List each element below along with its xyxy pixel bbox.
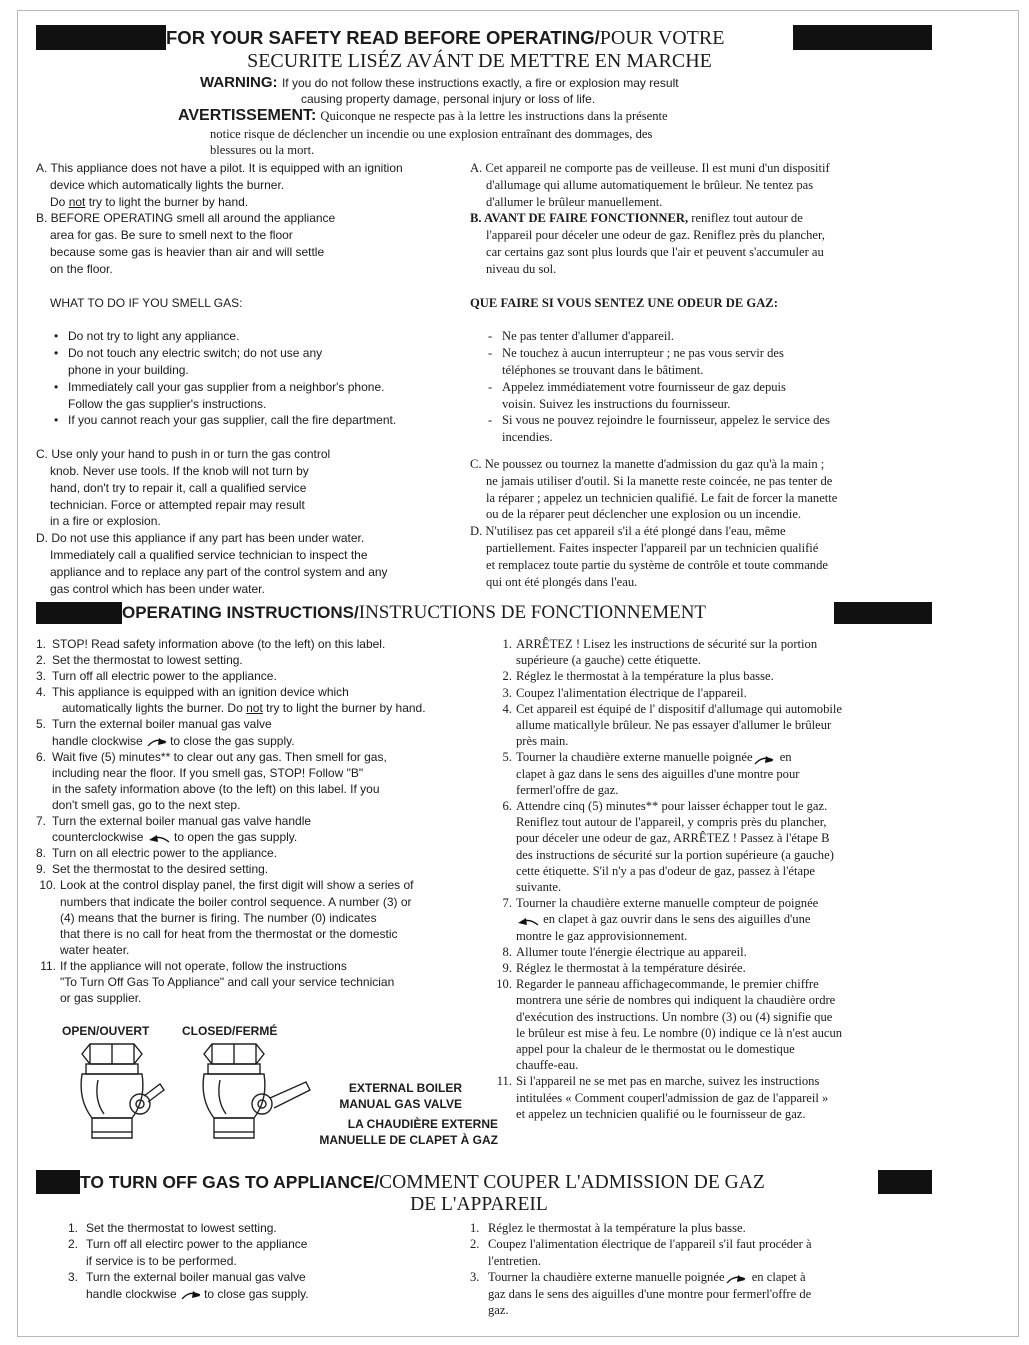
safety-fr-d1: D. N'utilisez pas cet appareil s'il a été plongé dans l'eau, même xyxy=(470,524,786,539)
clockwise-arrow-icon xyxy=(725,1272,749,1284)
step-text: including near the floor. If you smell gas, STOP! Follow "B" xyxy=(52,765,364,780)
warning-block xyxy=(200,74,800,107)
step-text: Allumer toute l'énergie électrique au appareil. xyxy=(516,944,747,959)
dash-icon: - xyxy=(488,379,493,394)
safety-en-column xyxy=(36,160,466,597)
list-item xyxy=(492,960,932,976)
bullet-text: Immediately call your gas supplier from a neighbor's phone. xyxy=(68,379,385,394)
list-item xyxy=(68,1253,448,1269)
list-item xyxy=(492,1041,932,1057)
step-text: Réglez le thermostat à la température la plus basse. xyxy=(516,669,774,684)
step-number: 9. xyxy=(36,862,47,877)
step-text: Wait five (5) minutes** to clear out any gas. Then smell for gas, xyxy=(52,749,387,764)
safety-fr-c3: la réparer ; appelez un technicien qualifié. Le fait de forcer la manette xyxy=(486,490,838,505)
safety-fr-column xyxy=(470,160,932,590)
step-text: Cet appareil est équipé de l' dispositif d'allumage qui automobile xyxy=(516,701,842,716)
turn-off-fr-column xyxy=(470,1220,910,1318)
safety-header-fr-line2: SECURITE LISÉZ AVÁNT DE METTRE EN MARCHE xyxy=(247,50,712,72)
step-text: Set the thermostat to lowest setting. xyxy=(52,653,243,668)
clockwise-arrow-icon xyxy=(753,753,777,765)
step-text: fermerl'offre de gaz. xyxy=(516,782,619,797)
step-number: 2. xyxy=(502,669,512,684)
list-item xyxy=(36,877,476,893)
step-text: Turn off all electirc power to the appliance xyxy=(86,1237,308,1252)
list-item xyxy=(36,636,476,652)
bullet-text: incendies. xyxy=(502,430,553,445)
safety-fr-bullets xyxy=(470,328,932,446)
step-number: 2. xyxy=(470,1237,480,1252)
list-item xyxy=(36,781,476,797)
dash-icon: - xyxy=(488,413,493,428)
list-item xyxy=(492,701,932,717)
step-text: Coupez l'alimentation électrique de l'appareil. xyxy=(516,685,747,700)
list-item xyxy=(36,765,476,781)
list-item xyxy=(36,716,476,732)
list-item xyxy=(492,685,932,701)
step-number: 11. xyxy=(496,1074,512,1089)
open-valve-illustration xyxy=(68,1040,168,1140)
operating-header-fr: INSTRUCTIONS DE FONCTIONNEMENT xyxy=(358,602,707,623)
list-item xyxy=(492,733,932,749)
list-item xyxy=(36,668,476,684)
list-item xyxy=(492,911,932,927)
list-item xyxy=(36,797,476,813)
step-text: numbers that indicate the boiler control sequence. A number (3) or xyxy=(60,894,412,909)
operating-header-title xyxy=(122,602,834,624)
step-text: appel pour la chaleur de le thermostat ou le domestique xyxy=(516,1042,795,1057)
safety-fr-b-bold: B. AVANT DE FAIRE FONCTIONNER, xyxy=(470,211,689,226)
list-item xyxy=(492,1073,932,1089)
list-item xyxy=(36,328,466,345)
step-text: Tourner la chaudière externe manuelle poignée xyxy=(516,750,753,765)
warning-label: WARNING: xyxy=(200,74,278,91)
bullet-icon: • xyxy=(54,346,59,361)
safety-en-a3 xyxy=(36,194,466,211)
step-text: try to light the burner by hand. xyxy=(262,701,426,716)
bullet-text: Ne touchez à aucun interrupteur ; ne pas vous servir des xyxy=(502,346,784,361)
step-text: des instructions de sécurité sur la portion supérieure (a gauche) xyxy=(516,847,834,862)
step-number: 7. xyxy=(36,814,47,829)
safety-header-title xyxy=(166,25,793,50)
list-item xyxy=(470,412,932,429)
step-number: 6. xyxy=(36,749,47,764)
safety-en-c1: C. Use only your hand to push in or turn the gas control xyxy=(36,447,331,462)
bullet-text: If you cannot reach your gas supplier, call the fire department. xyxy=(68,413,397,428)
operating-fr-column xyxy=(492,636,932,1122)
step-text: Réglez le thermostat à la température désirée. xyxy=(516,961,746,976)
list-item xyxy=(492,879,932,895)
safety-en-a1: A. This appliance does not have a pilot. It is equipped with an ignition xyxy=(36,161,403,175)
list-item xyxy=(492,847,932,863)
operating-en-column xyxy=(36,636,476,1006)
list-item xyxy=(36,345,466,362)
step-text: Attendre cinq (5) minutes** pour laisser échapper tout le gaz. xyxy=(516,799,828,814)
safety-en-a3-pre: Do xyxy=(50,194,69,209)
step-number: 6. xyxy=(502,799,512,814)
turn-off-header-en: TO TURN OFF GAS TO APPLIANCE/ xyxy=(80,1172,380,1192)
list-item xyxy=(470,429,932,446)
step-number: 4. xyxy=(36,685,47,700)
step-text: Réglez le thermostat à la température la plus basse. xyxy=(488,1221,746,1235)
warning-text-1: If you do not follow these instructions exactly, a fire or explosion may result xyxy=(281,76,679,90)
list-item xyxy=(492,1009,932,1025)
list-item xyxy=(36,829,476,845)
safety-en-d4: gas control which has been under water. xyxy=(50,581,265,596)
safety-fr-c4: ou de la réparer peut déclencher une explosion ou un incendie. xyxy=(486,507,802,522)
step-text: d'exécution des instructions. Un nombre (3) ou (4) signifie que xyxy=(516,1009,833,1024)
step-text: allume maticallyle brûleur. Ne pas essayer d'allumer le brûleur xyxy=(516,718,832,733)
step-text: Turn the external boiler manual gas valve handle xyxy=(52,814,312,829)
counterclockwise-arrow-icon xyxy=(516,915,540,927)
turn-off-header-fr-line2: DE L'APPAREIL xyxy=(410,1194,548,1215)
safety-header-fr: POUR VOTRE xyxy=(599,27,725,49)
list-item xyxy=(470,1302,910,1318)
bullet-text: Do not touch any electric switch; do not use any xyxy=(68,346,323,361)
step-text: suivante. xyxy=(516,880,562,895)
step-text: automatically lights the burner. Do xyxy=(62,701,247,716)
step-text: don't smell gas, go to the next step. xyxy=(52,797,241,812)
external-valve-label-fr-1: LA CHAUDIÈRE EXTERNE xyxy=(347,1117,498,1131)
external-valve-label-fr xyxy=(288,1116,498,1148)
step-text: près main. xyxy=(516,734,569,749)
external-valve-label-en xyxy=(316,1080,462,1112)
step-text: ARRÊTEZ ! Lisez les instructions de sécurité sur la portion xyxy=(516,637,818,651)
step-text: clapet à gaz dans le sens des aiguilles d'une montre pour xyxy=(516,766,800,781)
step-text: or gas supplier. xyxy=(60,991,142,1006)
list-item xyxy=(470,1286,910,1302)
list-item xyxy=(492,749,932,765)
list-item xyxy=(36,942,476,958)
step-text: Reniflez tout autour de l'appareil, y compris près du plancher, xyxy=(516,815,827,830)
step-text: Regarder le panneau affichagecommande, le premier chiffre xyxy=(516,977,819,992)
step-text: chauffe-eau. xyxy=(516,1058,579,1073)
list-item xyxy=(492,636,932,652)
safety-en-bullets xyxy=(36,328,466,429)
bullet-text: Appelez immédiatement votre fournisseur de gaz depuis xyxy=(502,379,786,394)
list-item xyxy=(68,1236,448,1252)
step-text: STOP! Read safety information above (to the left) on this label. xyxy=(52,637,386,651)
step-number: 10. xyxy=(39,878,56,893)
list-item xyxy=(68,1269,448,1285)
bullet-text: Follow the gas supplier's instructions. xyxy=(68,396,267,411)
step-text: Turn the external boiler manual gas valve xyxy=(86,1270,306,1285)
step-number: 9. xyxy=(502,961,512,976)
list-item xyxy=(36,845,476,861)
warning-text-2: causing property damage, personal injury or loss of life. xyxy=(301,92,596,106)
list-item xyxy=(492,814,932,830)
step-text: that there is no call for heat from the thermostat or the domestic xyxy=(60,926,398,941)
safety-fr-d2: partiellement. Faites inspecter l'appareil par un technicien qualifié xyxy=(486,540,819,555)
step-text: counterclockwise xyxy=(52,830,147,845)
list-item xyxy=(36,412,466,429)
clockwise-arrow-icon xyxy=(146,735,170,747)
bullet-text: Si vous ne pouvez rejoindre le fournisseur, appelez le service des xyxy=(502,413,830,428)
list-item xyxy=(492,895,932,911)
step-text: water heater. xyxy=(60,942,130,957)
safety-fr-a3: d'allumer le brûleur manuellement. xyxy=(486,194,663,209)
list-item xyxy=(470,1236,910,1252)
safety-en-b2: area for gas. Be sure to smell next to the floor xyxy=(50,228,293,243)
list-item xyxy=(492,928,932,944)
list-item xyxy=(36,700,476,716)
list-item xyxy=(492,976,932,992)
operating-header-en: OPERATING INSTRUCTIONS/ xyxy=(122,603,359,622)
list-item xyxy=(492,1057,932,1073)
counterclockwise-arrow-icon xyxy=(147,832,171,844)
safety-fr-c2: ne jamais utiliser d'outil. Si la manette reste coincée, ne pas tenter de xyxy=(486,473,833,488)
list-item xyxy=(470,328,932,345)
step-text: Si l'appareil ne se met pas en marche, suivez les instructions xyxy=(516,1074,820,1089)
list-item xyxy=(470,362,932,379)
step-text: in the safety information above (to the left) on this label. If you xyxy=(52,781,380,796)
external-valve-label-fr-2: MANUELLE DE CLAPET À GAZ xyxy=(319,1133,498,1147)
step-number: 3. xyxy=(36,669,47,684)
step-text: en clapet à gaz ouvrir dans le sens des aiguilles d'une xyxy=(540,912,811,927)
closed-label: CLOSED/FERMÉ xyxy=(182,1024,278,1038)
clockwise-arrow-icon xyxy=(180,1288,204,1300)
step-text: to close gas supply. xyxy=(204,1286,309,1301)
list-item xyxy=(470,1253,910,1269)
avertissement-text-2: notice risque de déclencher un incendie ou une explosion entraînant des dommages, des xyxy=(210,127,653,141)
step-number: 3. xyxy=(502,685,512,700)
step-text: en xyxy=(776,750,792,765)
safety-en-b4: on the floor. xyxy=(50,261,113,276)
safety-fr-what: QUE FAIRE SI VOUS SENTEZ UNE ODEUR DE GAZ: xyxy=(470,295,778,310)
external-valve-label-en-1: EXTERNAL BOILER xyxy=(348,1081,462,1095)
safety-en-d1: D. Do not use this appliance if any part has been under water. xyxy=(36,531,365,546)
step-text: supérieure (a gauche) cette étiquette. xyxy=(516,653,701,668)
step-text: if service is to be performed. xyxy=(86,1253,237,1268)
bullet-text: téléphones se trouvant dans le bâtiment. xyxy=(502,362,704,377)
list-item xyxy=(36,379,466,396)
list-item xyxy=(36,861,476,877)
step-number: 10. xyxy=(496,977,512,992)
avertissement-text-3: blessures ou la mort. xyxy=(210,143,315,157)
step-number: 1. xyxy=(502,637,512,651)
bullet-text: phone in your building. xyxy=(68,362,189,377)
list-item xyxy=(492,652,932,668)
step-text: Turn on all electric power to the appliance. xyxy=(52,846,278,861)
list-item xyxy=(492,1090,932,1106)
safety-en-a3-underline: not xyxy=(68,194,86,209)
step-text: to close the gas supply. xyxy=(170,733,295,748)
avertissement-block xyxy=(178,106,818,158)
step-text: Look at the control display panel, the first digit will show a series of xyxy=(60,878,414,893)
safety-en-c3: hand, don't try to repair it, call a qualified service xyxy=(50,480,307,495)
safety-en-what: WHAT TO DO IF YOU SMELL GAS: xyxy=(50,295,243,310)
list-item xyxy=(36,990,476,1006)
list-item xyxy=(36,396,466,413)
list-item xyxy=(492,782,932,798)
list-item xyxy=(470,345,932,362)
step-text: "To Turn Off Gas To Appliance" and call your service technician xyxy=(60,974,395,989)
step-text: Tourner la chaudière externe manuelle poignée xyxy=(488,1270,725,1285)
list-item xyxy=(492,766,932,782)
step-number: 11. xyxy=(40,958,56,973)
list-item xyxy=(36,733,476,749)
step-number: 8. xyxy=(36,846,47,861)
step-number: 5. xyxy=(36,717,47,732)
step-text: Turn off all electric power to the appliance. xyxy=(52,669,277,684)
list-item xyxy=(36,894,476,910)
avertissement-text-1: Quiconque ne respecte pas à la lettre les instructions dans la présente xyxy=(320,109,668,123)
turn-off-en-column xyxy=(68,1220,448,1302)
step-number: 1. xyxy=(68,1221,79,1235)
list-item xyxy=(470,379,932,396)
list-item xyxy=(36,749,476,765)
safety-header-en: FOR YOUR SAFETY READ BEFORE OPERATING/ xyxy=(166,27,600,48)
list-item xyxy=(36,910,476,926)
turn-off-header-fr: COMMENT COUPER L'ADMISSION DE GAZ xyxy=(379,1172,765,1193)
step-text: Tourner la chaudière externe manuelle compteur de poignée xyxy=(516,896,819,911)
list-item xyxy=(36,974,476,990)
list-item xyxy=(36,958,476,974)
bullet-icon: • xyxy=(54,379,59,394)
step-text: montrera une série de nombres qui indiquent la chaudière ordre xyxy=(516,993,836,1008)
step-number: 8. xyxy=(502,944,512,959)
step-number: 1. xyxy=(470,1221,480,1235)
list-item xyxy=(68,1286,448,1302)
step-text: cette étiquette. S'il n'y a pas d'odeur de gaz, passez à l'étape xyxy=(516,863,815,878)
safety-en-d2: Immediately call a qualified service technician to inspect the xyxy=(50,547,368,562)
list-item xyxy=(492,798,932,814)
safety-fr-b4: niveau du sol. xyxy=(486,261,557,276)
step-text-underline: not xyxy=(246,701,263,716)
step-number: 5. xyxy=(502,750,512,765)
list-item xyxy=(36,813,476,829)
bullet-text: voisin. Suivez les instructions du fournisseur. xyxy=(502,396,731,411)
step-text: to open the gas supply. xyxy=(170,830,298,845)
safety-fr-b3: car certains gaz sont plus lourds que l'air et peuvent s'accumuler au xyxy=(486,244,824,259)
dash-icon: - xyxy=(488,346,493,361)
step-number: 1. xyxy=(36,637,47,651)
safety-en-b1: B. BEFORE OPERATING smell all around the appliance xyxy=(36,211,336,226)
list-item xyxy=(36,684,476,700)
safety-fr-b1-rest: reniflez tout autour de xyxy=(688,211,803,226)
list-item xyxy=(470,1220,910,1236)
safety-fr-b2: l'appareil pour déceler une odeur de gaz. Reniflez près du plancher, xyxy=(486,228,825,243)
step-text: Set the thermostat to lowest setting. xyxy=(86,1221,277,1235)
list-item xyxy=(470,396,932,413)
safety-fr-b1 xyxy=(470,210,932,227)
safety-fr-c1: C. Ne poussez ou tournez la manette d'admission du gaz qu'à la main ; xyxy=(470,456,825,471)
safety-en-c2: knob. Never use tools. If the knob will not turn by xyxy=(50,463,309,478)
step-text: gaz. xyxy=(488,1303,509,1318)
safety-en-a3-post: try to light the burner by hand. xyxy=(85,194,249,209)
list-item xyxy=(492,1106,932,1122)
step-text: Coupez l'alimentation électrique de l'appareil s'il faut procéder à xyxy=(488,1237,812,1252)
step-text: et appelez un technicien qualifié ou le fournisseur de gaz. xyxy=(516,1106,806,1121)
step-number: 2. xyxy=(36,653,47,668)
list-item: 3. Tourner la chaudière externe manuelle poignée en clapet à xyxy=(470,1270,806,1285)
step-number: 2. xyxy=(68,1237,79,1252)
list-item xyxy=(36,362,466,379)
list-item xyxy=(36,652,476,668)
list-item xyxy=(492,992,932,1008)
open-label: OPEN/OUVERT xyxy=(62,1024,150,1038)
safety-fr-a2: d'allumage qui allume automatiquement le brûleur. Ne tentez pas xyxy=(486,177,814,192)
step-text: le brûleur est mise à feu. Le nombre (0) indique ce là n'est aucun xyxy=(516,1025,843,1040)
step-text: Turn the external boiler manual gas valve xyxy=(52,717,272,732)
step-text: handle clockwise xyxy=(86,1286,181,1301)
turn-off-header-title xyxy=(80,1170,878,1194)
bullet-icon: • xyxy=(54,413,59,428)
step-text: (4) means that the burner is firing. The number (0) indicates xyxy=(60,910,377,925)
list-item xyxy=(492,1025,932,1041)
safety-fr-d4: qui ont été plongés dans l'eau. xyxy=(486,574,638,589)
list-item xyxy=(492,863,932,879)
safety-en-c5: in a fire or explosion. xyxy=(50,514,161,529)
avertissement-label: AVERTISSEMENT: xyxy=(178,107,317,124)
step-text: pour déceler une odeur de gaz, ARRÊTEZ ! Passez à l'étape B xyxy=(516,831,830,846)
list-item xyxy=(68,1220,448,1236)
list-item xyxy=(492,830,932,846)
safety-en-a2: device which automatically lights the burner. xyxy=(50,177,285,192)
step-text: en clapet à xyxy=(748,1270,806,1285)
step-text: This appliance is equipped with an ignition device which xyxy=(52,685,349,700)
step-text: intitulées « Comment couperl'admission de gaz de l'appareil » xyxy=(516,1090,829,1105)
step-text: l'entretien. xyxy=(488,1253,541,1268)
bullet-text: Do not try to light any appliance. xyxy=(68,329,240,344)
safety-en-b3: because some gas is heavier than air and will settle xyxy=(50,244,325,259)
step-text: Set the thermostat to the desired setting. xyxy=(52,862,269,877)
dash-icon: - xyxy=(488,329,493,344)
safety-fr-a1: A. Cet appareil ne comporte pas de veilleuse. Il est muni d'un dispositif xyxy=(470,161,830,175)
list-item xyxy=(492,944,932,960)
list-item xyxy=(492,668,932,684)
step-text: gaz dans le sens des aiguilles d'une montre pour fermerl'offre de xyxy=(488,1286,812,1301)
list-item xyxy=(492,717,932,733)
step-text: montre le gaz approvisionnement. xyxy=(516,928,688,943)
safety-en-d3: appliance and to replace any part of the control system and any xyxy=(50,564,388,579)
safety-fr-d3: et remplacez toute partie du système de contrôle et toute commande xyxy=(486,557,828,572)
bullet-text: Ne pas tenter d'allumer d'appareil. xyxy=(502,329,675,344)
external-valve-label-en-2: MANUAL GAS VALVE xyxy=(339,1097,462,1111)
step-number: 7. xyxy=(502,896,512,911)
bullet-icon: • xyxy=(54,329,59,344)
step-number: 4. xyxy=(502,701,512,716)
list-item xyxy=(36,926,476,942)
step-text: If the appliance will not operate, follow the instructions xyxy=(60,958,347,973)
step-number: 3. xyxy=(68,1270,79,1285)
safety-en-c4: technician. Force or attempted repair may result xyxy=(50,497,305,512)
step-text: handle clockwise xyxy=(52,733,147,748)
